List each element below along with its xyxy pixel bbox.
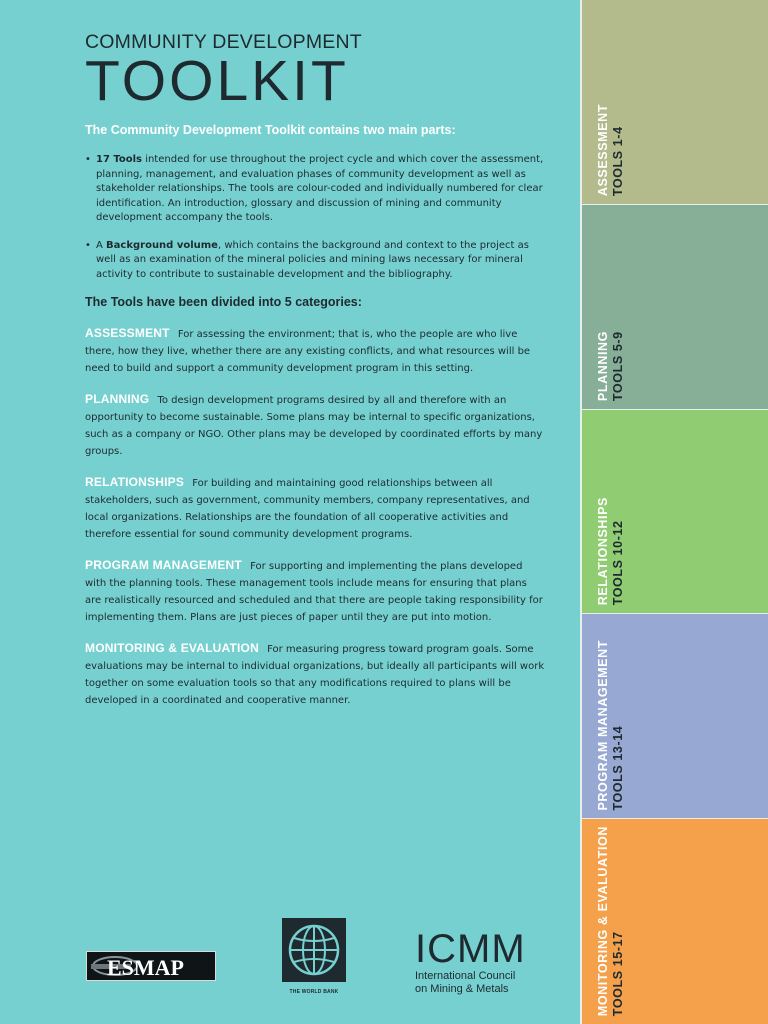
tab-assessment[interactable]: [580, 0, 768, 205]
main-content: [85, 30, 545, 723]
tab-label: [596, 331, 626, 401]
esmap-logo: [86, 951, 216, 981]
category-name: MONITORING & EVALUATION: [85, 641, 259, 655]
categories-heading: The Tools have been divided into 5 categories:: [85, 295, 362, 309]
part-bold: Background volume: [106, 239, 218, 251]
category-assessment: [85, 325, 545, 377]
globe-icon: [282, 918, 346, 982]
category-text: For building and maintaining good relationships between all stakeholders, such as government, community members, company representatives, and local organizations. Relationships are the foundation of all cooperative activities and therefore essential for sound community development programs.: [85, 478, 530, 540]
tab-monitoring-evaluation[interactable]: [580, 819, 768, 1024]
part-text: , which contains the background and context to the project as well as an examination of the mineral policies and mining laws necessary for mineral activity to contribute to sustainable development and the bibliography.: [96, 239, 529, 280]
tab-label: [596, 104, 626, 196]
tab-label: [596, 497, 626, 605]
tab-label: [596, 640, 626, 811]
icmm-logo-text: ICMM: [415, 927, 526, 971]
tab-planning[interactable]: [580, 205, 768, 410]
tab-tools: TOOLS 10-12: [611, 520, 625, 606]
esmap-logo-graphic: [87, 952, 215, 980]
parts-list: [85, 153, 545, 282]
tab-tools: TOOLS 5-9: [611, 330, 625, 401]
category-text: For supporting and implementing the plans developed with the planning tools. These management tools include means for ensuring that plans are realistically resourced and scheduled and that there are people taking responsibility for implementing them. Plans are just pieces of paper until they are put into motion.: [85, 561, 543, 623]
list-item: [85, 153, 545, 226]
category-name: RELATIONSHIPS: [85, 475, 185, 489]
intro-heading: The Community Development Toolkit contains two main parts:: [85, 123, 456, 137]
tab-name: RELATIONSHIPS: [596, 497, 610, 606]
category-text: For measuring progress toward program goals. Some evaluations may be internal to individual organizations, but ideally all participants will work together on some evaluation tools so that any modifications required to plans will be developed in a coordinated and cooperative manner.: [85, 644, 545, 706]
tab-name: ASSESSMENT: [596, 103, 610, 196]
category-text: To design development programs desired by all and therefore with an opportunity to become sustainable. Some plans may be internal to specific organizations, such as a company or NGO. Other plans may be developed by coordinated efforts by many groups.: [85, 395, 543, 457]
tab-tools: TOOLS 1-4: [611, 126, 625, 196]
tab-name: PROGRAM MANAGEMENT: [596, 639, 610, 811]
category-name: ASSESSMENT: [85, 326, 170, 340]
category-monitoring-evaluation: [85, 640, 545, 709]
bullet: •: [85, 239, 91, 251]
category-text: For assessing the environment; that is, who the people are who live there, how they live, whether there are any existing conflicts, and what resources will be need to build and support a community development program in this setting.: [85, 329, 531, 374]
category-planning: [85, 391, 545, 460]
tab-program-management[interactable]: [580, 614, 768, 819]
tab-name: MONITORING & EVALUATION: [596, 825, 610, 1016]
tab-name: PLANNING: [596, 330, 610, 401]
esmap-logo-text: ESMAP: [107, 955, 184, 980]
tab-relationships[interactable]: [580, 410, 768, 615]
tab-label: [596, 826, 626, 1016]
icmm-logo: [415, 927, 535, 996]
document-title: TOOLKIT: [85, 49, 349, 113]
part-prefix: A: [96, 239, 107, 251]
bullet: •: [85, 154, 91, 165]
tab-tools: TOOLS 13-14: [611, 725, 625, 811]
icmm-line-1: International Council: [415, 970, 516, 982]
category-name: PROGRAM MANAGEMENT: [85, 558, 242, 572]
category-name: PLANNING: [85, 392, 150, 406]
tab-tools: TOOLS 15-17: [611, 931, 625, 1016]
category-relationships: [85, 474, 545, 543]
category-program-management: [85, 557, 545, 626]
part-text: intended for use throughout the project cycle and which cover the assessment, planning, management, and evaluation phases of community development as well as stakeholder relationships. The tools are colour-coded and individually numbered for clear identification. An introduction, glossary and discussion of mining and community development accompany the tools.: [96, 154, 544, 223]
list-item: [85, 239, 545, 283]
worldbank-logo: [282, 918, 346, 994]
icmm-line-2: on Mining & Metals: [415, 983, 509, 995]
document-subtitle: COMMUNITY DEVELOPMENT: [85, 31, 362, 53]
worldbank-label: THE WORLD BANK: [289, 989, 339, 995]
section-tabs: [580, 0, 768, 1024]
part-bold: 17 Tools: [96, 154, 143, 165]
